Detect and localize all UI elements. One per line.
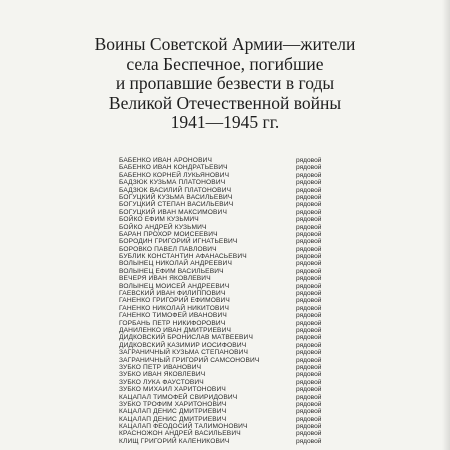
list-item — [119, 275, 369, 282]
soldier-name: ЗУБКО ПЕТР ИВАНОВИЧ — [119, 363, 202, 371]
soldier-rank: рядовой — [296, 334, 322, 342]
list-item — [119, 364, 369, 371]
soldier-name: КЛИЩ ГРИГОРИЙ КАЛЕНИКОВИЧ — [119, 437, 230, 445]
list-item — [119, 438, 369, 445]
soldier-name: ГАНЕНКО ГРИГОРИЙ ЕФИМОВИЧ — [119, 297, 230, 305]
soldier-name: ДАНИЛЕНКО ИВАН ДМИТРИЕВИЧ — [119, 326, 232, 334]
soldier-name: КАЦАЛАП ДЕНИС ДМИТРИЕВИЧ — [119, 415, 227, 423]
soldier-name: БОРОВКО ПАВЕЛ ПАВЛОВИЧ — [119, 245, 217, 253]
title-line: села Беспечное, погибшие — [126, 53, 324, 74]
soldier-rank: рядовой — [296, 356, 322, 364]
soldier-rank: рядовой — [296, 230, 322, 238]
list-item — [119, 357, 369, 364]
soldier-rank: рядовой — [296, 326, 322, 334]
list-item — [119, 238, 369, 245]
soldier-rank: рядовой — [296, 193, 322, 201]
soldier-name: БОГУЦКИЙ ИВАН МАКСИМОВИЧ — [119, 208, 227, 216]
soldier-name: ЗУБКО ЛУКА ФАУСТОВИЧ — [119, 378, 204, 386]
soldier-rank: рядовой — [296, 208, 322, 216]
soldier-name: БАБЕНКО ИВАН КОНДРАТЬЕВИЧ — [119, 164, 228, 172]
list-item — [119, 430, 369, 437]
soldier-name: КАЦАЛАП ФЕОДОСИЙ ТАЛИМОНОВИЧ — [119, 423, 248, 431]
soldier-name: ГАЕВСКИЙ ИВАН ФИЛИППОВИЧ — [119, 290, 226, 298]
soldier-rank: рядовой — [296, 179, 322, 187]
page-edge-shadow — [442, 0, 450, 450]
soldier-rank: рядовой — [296, 437, 322, 445]
list-item — [119, 379, 369, 386]
soldier-name: ГАНЕНКО ТИМОФЕЙ ИВАНОВИЧ — [119, 312, 227, 320]
soldier-rank: рядовой — [296, 371, 322, 379]
list-item — [119, 283, 369, 290]
list-item — [119, 187, 369, 194]
list-item — [119, 386, 369, 393]
soldier-name: ГАНЕНКО НИКОЛАЙ НИКИТОВИЧ — [119, 304, 230, 312]
list-item — [119, 179, 369, 186]
soldier-rank: рядовой — [296, 253, 322, 261]
list-item — [119, 320, 369, 327]
soldier-name: ЗУБКО МИХАИЛ ХАРИТОНОВИЧ — [119, 386, 226, 394]
list-item — [119, 349, 369, 356]
soldier-rank: рядовой — [296, 386, 322, 394]
soldier-rank: рядовой — [296, 260, 322, 268]
soldier-rank: рядовой — [296, 238, 322, 246]
soldier-rank: рядовой — [296, 400, 322, 408]
soldier-rank: рядовой — [296, 216, 322, 224]
casualty-list — [119, 157, 369, 445]
soldier-name: ВЕЧЕРЯ ИВАН ЯКОВЛЕВИЧ — [119, 275, 211, 283]
soldier-rank: рядовой — [296, 267, 322, 275]
soldier-name: БАБЕНКО КОРНЕЙ ЛУКЬЯНОВИЧ — [119, 171, 230, 179]
soldier-rank: рядовой — [296, 245, 322, 253]
soldier-name: ДИДКОВСКИЙ КАЗИМИР ИОСИФОВИЧ — [119, 341, 247, 349]
soldier-name: КАЦАПАЛ ТИМОФЕЙ СВИРИДОВИЧ — [119, 393, 238, 401]
soldier-name: ВОЛЫНЕЦ МОИСЕЙ АНДРЕЕВИЧ — [119, 282, 230, 290]
soldier-name: БОГУЦКИЙ КУЗЬМА ВАСИЛЬЕВИЧ — [119, 193, 233, 201]
list-item — [119, 157, 369, 164]
soldier-rank: рядовой — [296, 341, 322, 349]
soldier-name: ВОЛЫНЕЦ НИКОЛАЙ АНДРЕЕВИЧ — [119, 260, 232, 268]
soldier-rank: рядовой — [296, 223, 322, 231]
list-item — [119, 216, 369, 223]
soldier-rank: рядовой — [296, 319, 322, 327]
soldier-name: ВОЛЫНЕЦ ЕФИМ ВАСИЛЬЕВИЧ — [119, 267, 224, 275]
soldier-rank: рядовой — [296, 423, 322, 431]
list-item — [119, 164, 369, 171]
list-item — [119, 334, 369, 341]
soldier-name: БОГУЦКИЙ СТЕПАН ВАСИЛЬЕВИЧ — [119, 201, 234, 209]
list-item — [119, 401, 369, 408]
soldier-rank: рядовой — [296, 290, 322, 298]
soldier-name: БАДЗЮК КУЗЬМА ПЛАТОНОВИЧ — [119, 179, 226, 187]
soldier-rank: рядовой — [296, 171, 322, 179]
soldier-rank: рядовой — [296, 378, 322, 386]
soldier-rank: рядовой — [296, 201, 322, 209]
list-item — [119, 246, 369, 253]
title-line: 1941—1945 гг. — [170, 112, 280, 132]
soldier-name: ДИДКОВСКИЙ БРОНИСЛАВ МАТВЕЕВИЧ — [119, 334, 253, 342]
soldier-name: БОЙКО АНДРЕЙ КУЗЬМИЧ — [119, 223, 207, 231]
soldier-rank: рядовой — [296, 408, 322, 416]
soldier-rank: рядовой — [296, 415, 322, 423]
soldier-rank: рядовой — [296, 393, 322, 401]
soldier-name: БОЙКО ЕФИМ КУЗЬМИЧ — [119, 216, 199, 224]
soldier-name: БОРОДИН ГРИГОРИЙ ИГНАТЬЕВИЧ — [119, 238, 238, 246]
soldier-name: БАДЗЮК ВАСИЛИЙ ПЛАТОНОВИЧ — [119, 186, 232, 194]
soldier-name: ЗАГРАНИЧНЫЙ ГРИГОРИЙ САМСОНОВИЧ — [119, 356, 260, 364]
soldier-name: БАБЕНКО ИВАН АРОНОВИЧ — [119, 157, 213, 164]
title-line: Воины Советской Армии—жители — [94, 34, 356, 54]
list-item — [119, 260, 369, 267]
soldier-rank: рядовой — [296, 275, 322, 283]
page-title — [40, 35, 410, 133]
soldier-rank: рядовой — [296, 186, 322, 194]
soldier-name: ЗУБКО ИВАН ЯКОВЛЕВИЧ — [119, 371, 206, 379]
soldier-name: КРАСНОЖОН АНДРЕЙ ВАСИЛЬЕВИЧ — [119, 430, 241, 438]
soldier-rank: рядовой — [296, 282, 322, 290]
title-line: и пропавшие безвести в годы — [115, 73, 335, 93]
list-item — [119, 408, 369, 415]
soldier-name: ЗУБКО ТРОФИМ ХАРИТОНОВИЧ — [119, 400, 227, 408]
soldier-rank: рядовой — [296, 164, 322, 172]
list-item — [119, 312, 369, 319]
list-item — [119, 201, 369, 208]
list-item — [119, 297, 369, 304]
soldier-name: КАЦАЛАП ДЕНИС ДМИТРИЕВИЧ — [119, 408, 227, 416]
soldier-name: БУБЛИК КОНСТАНТИН АФАНАСЬЕВИЧ — [119, 253, 247, 261]
list-item — [119, 268, 369, 275]
soldier-name: ГОРБАНЬ ПЕТР НИКИФОРОВИЧ — [119, 319, 226, 327]
soldier-rank: рядовой — [296, 312, 322, 320]
soldier-rank: рядовой — [296, 297, 322, 305]
list-item — [119, 416, 369, 423]
list-item — [119, 371, 369, 378]
soldier-rank: рядовой — [296, 430, 322, 438]
soldier-rank: рядовой — [296, 363, 322, 371]
soldier-name: ЗАГРАНИЧНЫЙ КУЗЬМА СТЕПАНОВИЧ — [119, 349, 249, 357]
soldier-rank: рядовой — [296, 157, 322, 164]
title-line: Великой Отечественной войны — [108, 92, 342, 113]
list-item — [119, 224, 369, 231]
soldier-name: БАРАН ПРОХОР МОИСЕЕВИЧ — [119, 230, 218, 238]
list-item — [119, 172, 369, 179]
list-item — [119, 394, 369, 401]
soldier-rank: рядовой — [296, 349, 322, 357]
soldier-rank: рядовой — [296, 304, 322, 312]
